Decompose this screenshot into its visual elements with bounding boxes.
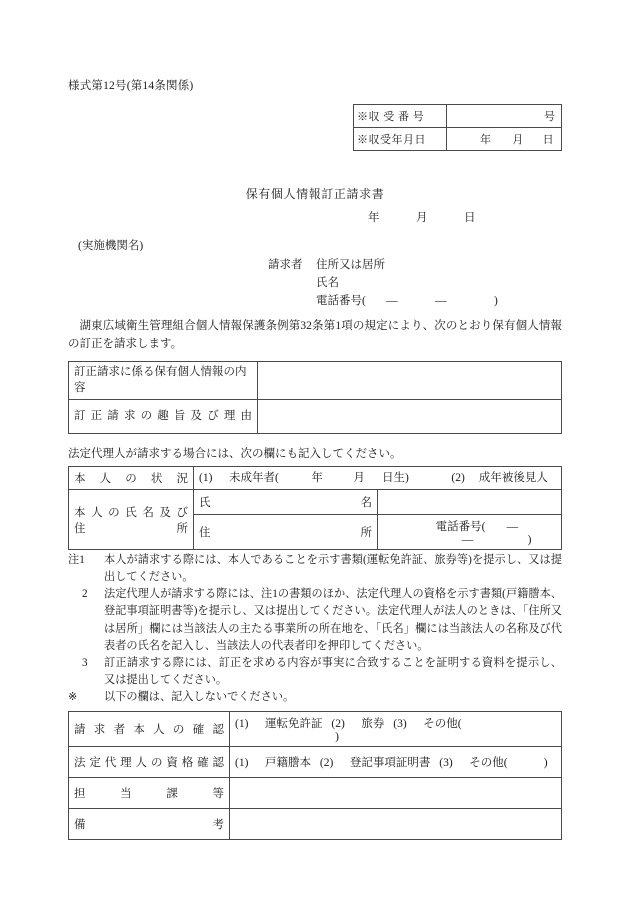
person-tel-label: 電話番号( [435,521,486,534]
table-row [69,711,562,746]
person-tel-dash-2: — [461,534,474,547]
person-tel-dash-1: — [506,521,519,534]
requester-name-label: 氏名 [316,276,339,289]
rep-option-2-text: 登記事項証明書 [349,756,431,769]
submission-date-line [68,209,562,225]
identity-option-2-number: (2) [331,717,345,730]
table-row [69,777,562,808]
person-status-options[interactable] [194,467,562,490]
receipt-box [353,104,562,151]
page-title: 保有個人情報訂正請求書 [245,187,385,202]
person-status-label [69,467,194,490]
form-number: 様式第12号(第14条関係) [68,80,194,92]
table-row [354,128,562,151]
person-tel-close: ) [527,534,532,547]
receipt-number-label: ※収 受 番 号 [354,105,447,128]
identity-check-options[interactable] [230,711,562,746]
notes-section [68,552,562,705]
receipt-date-field[interactable] [447,128,562,151]
purpose-label [69,400,258,434]
requester-tel-label: 電話番号( [316,294,366,307]
representative-lead-text: 法定代理人が請求する場合には、次の欄にも記入してください。 [68,448,402,461]
receipt-number-unit: 号 [544,111,555,123]
requester-block [68,257,562,310]
note-2-text: 法定代理人が請求する際には、注1の書類のほか、法定代理人の資格を示す書類(戸籍謄本、登記事項証明書等)を提示し、又は提出してください。法定代理人が法人のときは、「住所又は居所」欄には当該法人の主たる事業所の所在地を、「氏名」欄には当該法人の名称及び代表者の氏名を記入し、当該法人の代表者印を押印してください。 [104,588,562,652]
requester-tel-close: ) [494,294,498,307]
person-status-label-text: 本 人 の 状 況 [74,473,188,486]
table-row [69,467,562,490]
note-3-text: 訂正請求する際には、訂正を求める内容が事実に合致することを証明する資料を提示し、又は提出してください。 [104,656,562,686]
receipt-date-month: 月 [512,134,524,146]
requester-heading: 請求者 [268,259,303,272]
requester-address-label: 住所又は居所 [316,259,385,272]
identity-check-label-text: 請 求 者 本 人 の 確 認 [74,723,224,736]
person-name-address-label [69,490,194,550]
department-label-text: 担 当 課 等 [74,787,224,800]
receipt-date-label: ※収受年月日 [354,128,447,151]
rep-option-3-text: その他( [469,756,508,769]
requester-row [268,257,562,310]
identity-option-2-text: 旅券 [361,717,385,730]
person-address-sublabel [194,515,378,550]
status-options-inline [199,472,548,484]
representative-check-options[interactable] [230,746,562,777]
representative-check-label-text: 法定代理人の資格確認 [74,756,224,769]
person-name-address-label-line1: 本人の氏名及び [74,506,188,519]
rep-option-2-number: (2) [319,756,334,769]
content-label: 訂正請求に係る保有個人情報の内容 [69,362,258,400]
identity-option-3-text: その他( [423,717,462,730]
department-field[interactable] [230,777,562,808]
table-row [69,362,562,400]
person-address-sublabel-text: 住 所 [199,527,372,540]
status-option-1-number: (1) [199,472,213,485]
table-row [69,746,562,777]
identity-option-3-number: (3) [393,717,407,730]
identity-option-3-close: ) [335,730,339,743]
official-use-lead [68,689,562,706]
note-item [68,655,562,689]
submission-day: 日 [464,212,476,225]
table-row [69,400,562,434]
official-use-table [68,711,562,840]
representative-check-label [69,746,230,777]
receipt-table [353,104,562,151]
status-option-2-number: (2) [451,472,465,485]
rep-option-1-number: (1) [235,756,249,769]
rep-option-3-close: ) [543,756,548,769]
purpose-label-text: 訂正請求の趣旨及び理由 [74,410,252,423]
note-1-text: 本人が請求する際には、本人であることを示す書類(運転免許証、旅券等)を提示し、又は提出してください。 [104,554,562,584]
content-value[interactable] [258,362,562,400]
table-row [69,490,562,515]
submission-month: 月 [416,212,428,225]
status-option-1-text: 未成年者( [229,472,279,485]
person-name-sublabel-text: 氏 名 [199,497,372,510]
receipt-date-year: 年 [480,134,492,146]
receipt-number-field[interactable] [447,105,562,128]
rep-option-1-text: 戸籍謄本 [265,756,311,769]
requester-fields [316,257,562,310]
identity-option-1-number: (1) [235,717,249,730]
note-item [68,586,562,654]
receipt-date-day: 日 [542,134,554,146]
remarks-label-text: 備 考 [74,818,224,831]
table-row [354,105,562,128]
person-tel-line [383,518,556,546]
person-address-field[interactable] [378,515,562,550]
requester-tel-line [316,293,562,311]
person-name-address-label-line2: 住 所 [74,522,188,535]
remarks-label [69,808,230,839]
person-name-sublabel [194,490,378,515]
identity-check-label [69,711,230,746]
correction-content-table [68,361,562,434]
official-use-lead-text: 以下の欄は、記入しないでください。 [104,690,295,703]
representative-table [68,466,562,550]
note-1-marker: 注1 [68,554,85,567]
status-option-2-text: 成年被後見人 [478,472,548,485]
identity-option-1-text: 運転免許証 [265,717,323,730]
note-3-marker: 3 [82,656,88,669]
agency-name-label: (実施機関名) [78,240,144,253]
official-use-marker: ※ [68,690,78,703]
remarks-field[interactable] [230,808,562,839]
department-label [69,777,230,808]
requester-tel-dash-1: — [386,294,398,307]
rep-option-3-number: (3) [439,756,453,769]
table-row [69,808,562,839]
minor-birth-year: 年 [311,472,323,485]
submission-year: 年 [368,212,380,225]
person-name-field[interactable] [378,490,562,515]
purpose-value[interactable] [258,400,562,434]
minor-birth-day: 日生) [382,472,409,485]
receipt-date-ymd [450,131,558,147]
note-2-marker: 2 [82,588,88,601]
requester-tel-dash-2: — [435,294,447,307]
form-sheet [68,78,562,840]
ordinance-statement: 湖東広域衛生管理組合個人情報保護条例第32条第1項の規定により、次のとおり保有個人情報の訂正を請求します。 [68,319,562,350]
minor-birth-month: 月 [353,472,365,485]
note-item [68,552,562,586]
